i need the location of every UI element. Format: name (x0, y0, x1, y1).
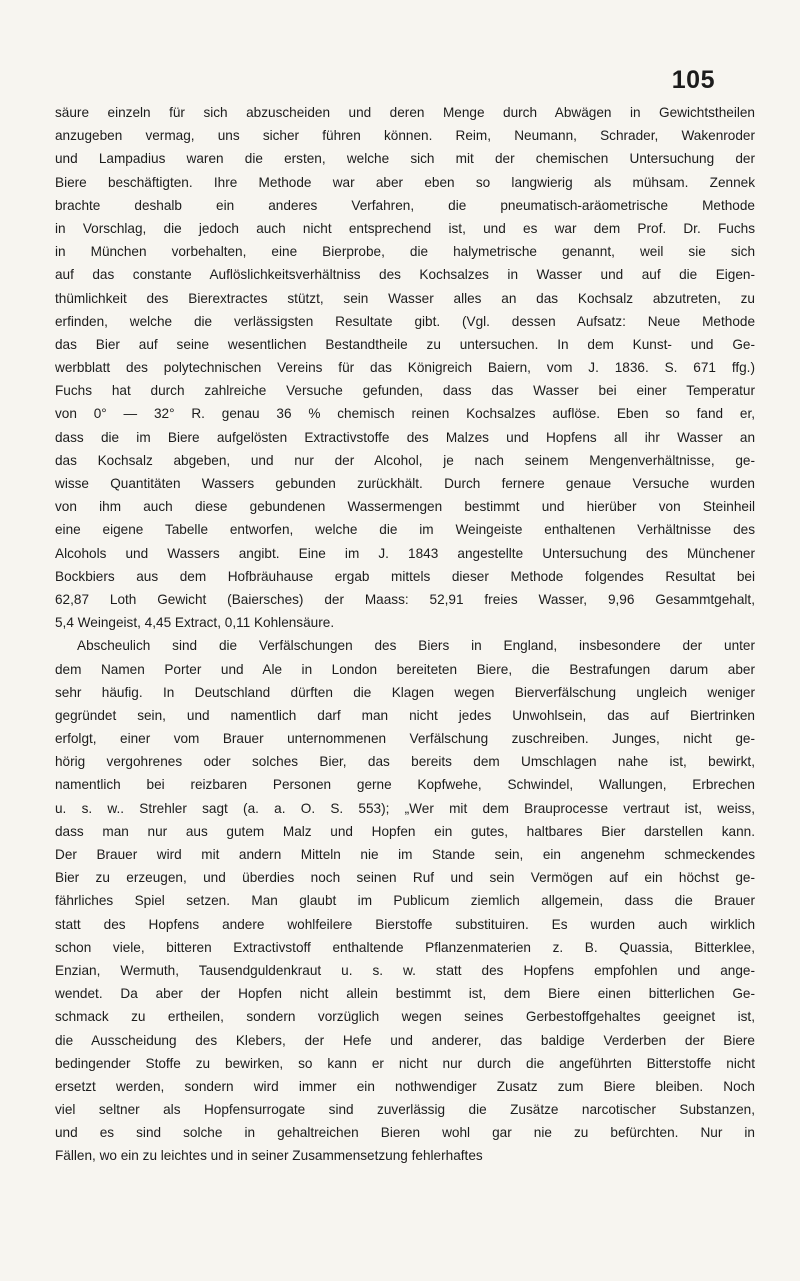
text-line: in Vorschlag, die jedoch auch nicht entsprechend ist, und es war dem Prof. Dr. Fuchs (55, 220, 755, 236)
text-line: werbblatt des polytechnischen Vereins für das Königreich Baiern, vom J. 1836. S. 671 ffg.) (55, 360, 755, 376)
text-line: Fuchs hat durch zahlreiche Versuche gefunden, dass das Wasser bei einer Temperatur (55, 383, 755, 399)
text-line: brachte deshalb ein anderes Verfahren, die pneumatisch-aräometrische Methode (55, 197, 755, 213)
text-line: das Bier auf seine wesentlichen Bestandtheile zu untersuchen. In dem Kunst- und Ge- (55, 336, 755, 352)
text-line: Enzian, Wermuth, Tausendguldenkraut u. s. w. statt des Hopfens empfohlen und ange- (55, 962, 755, 978)
text-line: Bier zu erzeugen, und überdies noch seinen Ruf und sein Vermögen auf ein höchst ge- (55, 870, 755, 886)
text-line: statt des Hopfens andere wohlfeilere Bierstoffe substituiren. Es wurden auch wirklich (55, 916, 755, 932)
text-line: u. s. w.. Strehler sagt (a. a. O. S. 553); „Wer mit dem Brauprocesse vertraut ist, weiss, (55, 800, 755, 816)
text-line: wendet. Da aber der Hopfen nicht allein bestimmt ist, dem Biere einen bitterlichen Ge- (55, 986, 755, 1002)
body-text (55, 101, 755, 1168)
page-number: 105 (671, 66, 715, 94)
text-line: das Kochsalz abgeben, und nur der Alcohol, je nach seinem Mengenverhältnisse, ge- (55, 452, 755, 468)
text-line: die Ausscheidung des Klebers, der Hefe und anderer, das baldige Verderben der Biere (55, 1032, 755, 1048)
text-line: erfolgt, einer vom Brauer unternommenen Verfälschung zuschreiben. Junges, nicht ge- (55, 731, 755, 747)
text-line: fährliches Spiel setzen. Man glaubt im Publicum ziemlich allgemein, dass die Brauer (55, 893, 755, 909)
text-line: bedingender Stoffe zu bewirken, so kann er nicht nur durch die angeführten Bitterstoffe nicht (55, 1055, 755, 1071)
text-line: anzugeben vermag, uns sicher führen können. Reim, Neumann, Schrader, Wakenroder (55, 128, 755, 144)
text-line: dass man nur aus gutem Malz und Hopfen ein gutes, haltbares Bier darstellen kann. (55, 823, 755, 839)
text-line: schmack zu ertheilen, sondern vorzüglich wegen seines Gerbestoffgehaltes geeignet ist, (55, 1009, 755, 1025)
text-line: in München vorbehalten, eine Bierprobe, die halymetrische genannt, weil sie sich (55, 244, 755, 260)
text-line: erfinden, welche die verlässigsten Resultate gibt. (Vgl. dessen Aufsatz: Neue Methode (55, 313, 755, 329)
text-line: dass die im Biere aufgelösten Extractivstoffe des Malzes und Hopfens all ihr Wasser an (55, 429, 755, 445)
text-line: Bockbiers aus dem Hofbräuhause ergab mittels dieser Methode folgendes Resultat bei (55, 568, 755, 584)
text-line: Der Brauer wird mit andern Mitteln nie im Stande sein, ein angenehm schmeckendes (55, 847, 755, 862)
text-line: wisse Quantitäten Wassers gebunden zurückhält. Durch fernere genaue Versuche wurden (55, 476, 755, 491)
text-line: ersetzt werden, sondern wird immer ein nothwendiger Zusatz zum Biere bleiben. Noch (55, 1078, 755, 1094)
text-line: und Lampadius waren die ersten, welche sich mit der chemischen Untersuchung der (55, 151, 755, 167)
text-line: 5,4 Weingeist, 4,45 Extract, 0,11 Kohlensäure. (55, 615, 335, 631)
text-line: auf das constante Auflöslichkeitsverhältniss des Kochsalzes in Wasser und auf die Eigen- (55, 267, 755, 283)
text-line: säure einzeln für sich abzuscheiden und deren Menge durch Abwägen in Gewichtstheilen (55, 105, 755, 120)
text-line: Biere beschäftigten. Ihre Methode war aber eben so langwierig als mühsam. Zennek (55, 174, 755, 190)
text-line: von 0° — 32° R. genau 36 % chemisch reinen Kochsalzes auflöse. Eben so fand er, (55, 406, 755, 422)
text-line: gegründet sein, und namentlich darf man nicht jedes Unwohlsein, das auf Biertrinken (55, 707, 755, 723)
text-line: dem Namen Porter und Ale in London bereiteten Biere, die Bestrafungen darum aber (55, 661, 755, 677)
text-line: viel seltner als Hopfensurrogate sind zuverlässig die Zusätze narcotischer Substanzen, (55, 1102, 755, 1118)
text-line: Abscheulich sind die Verfälschungen des Biers in England, insbesondere der unter (77, 638, 755, 654)
text-line: eine eigene Tabelle entworfen, welche die im Weingeiste enthaltenen Verhältnisse des (55, 522, 755, 538)
text-line: Alcohols und Wassers angibt. Eine im J. 1843 angestellte Untersuchung des Münchener (55, 545, 755, 561)
text-line: 62,87 Loth Gewicht (Baiersches) der Maass: 52,91 freies Wasser, 9,96 Gesammtgehalt, (55, 591, 755, 607)
text-line: thümlichkeit des Bierextractes stützt, sein Wasser alles an das Kochsalz abzutreten, zu (55, 290, 755, 306)
text-line: schon viele, bitteren Extractivstoff enthaltende Pflanzenmaterien z. B. Quassia, Bitterklee, (55, 939, 755, 955)
text-line: namentlich bei reizbaren Personen gerne Kopfwehe, Schwindel, Wallungen, Erbrechen (55, 777, 755, 793)
text-line: von ihm auch diese gebundenen Wassermengen bestimmt und hierüber von Steinheil (55, 499, 755, 515)
text-line: Fällen, wo ein zu leichtes und in seiner Zusammensetzung fehlerhaftes (55, 1148, 483, 1164)
text-line: sehr häufig. In Deutschland dürften die Klagen wegen Bierverfälschung ungleich weniger (55, 684, 755, 700)
text-line: und es sind solche in gehaltreichen Bieren wohl gar nie zu befürchten. Nur in (55, 1125, 755, 1141)
text-line: hörig vergohrenes oder solches Bier, das bereits dem Umschlagen nahe ist, bewirkt, (55, 754, 755, 770)
